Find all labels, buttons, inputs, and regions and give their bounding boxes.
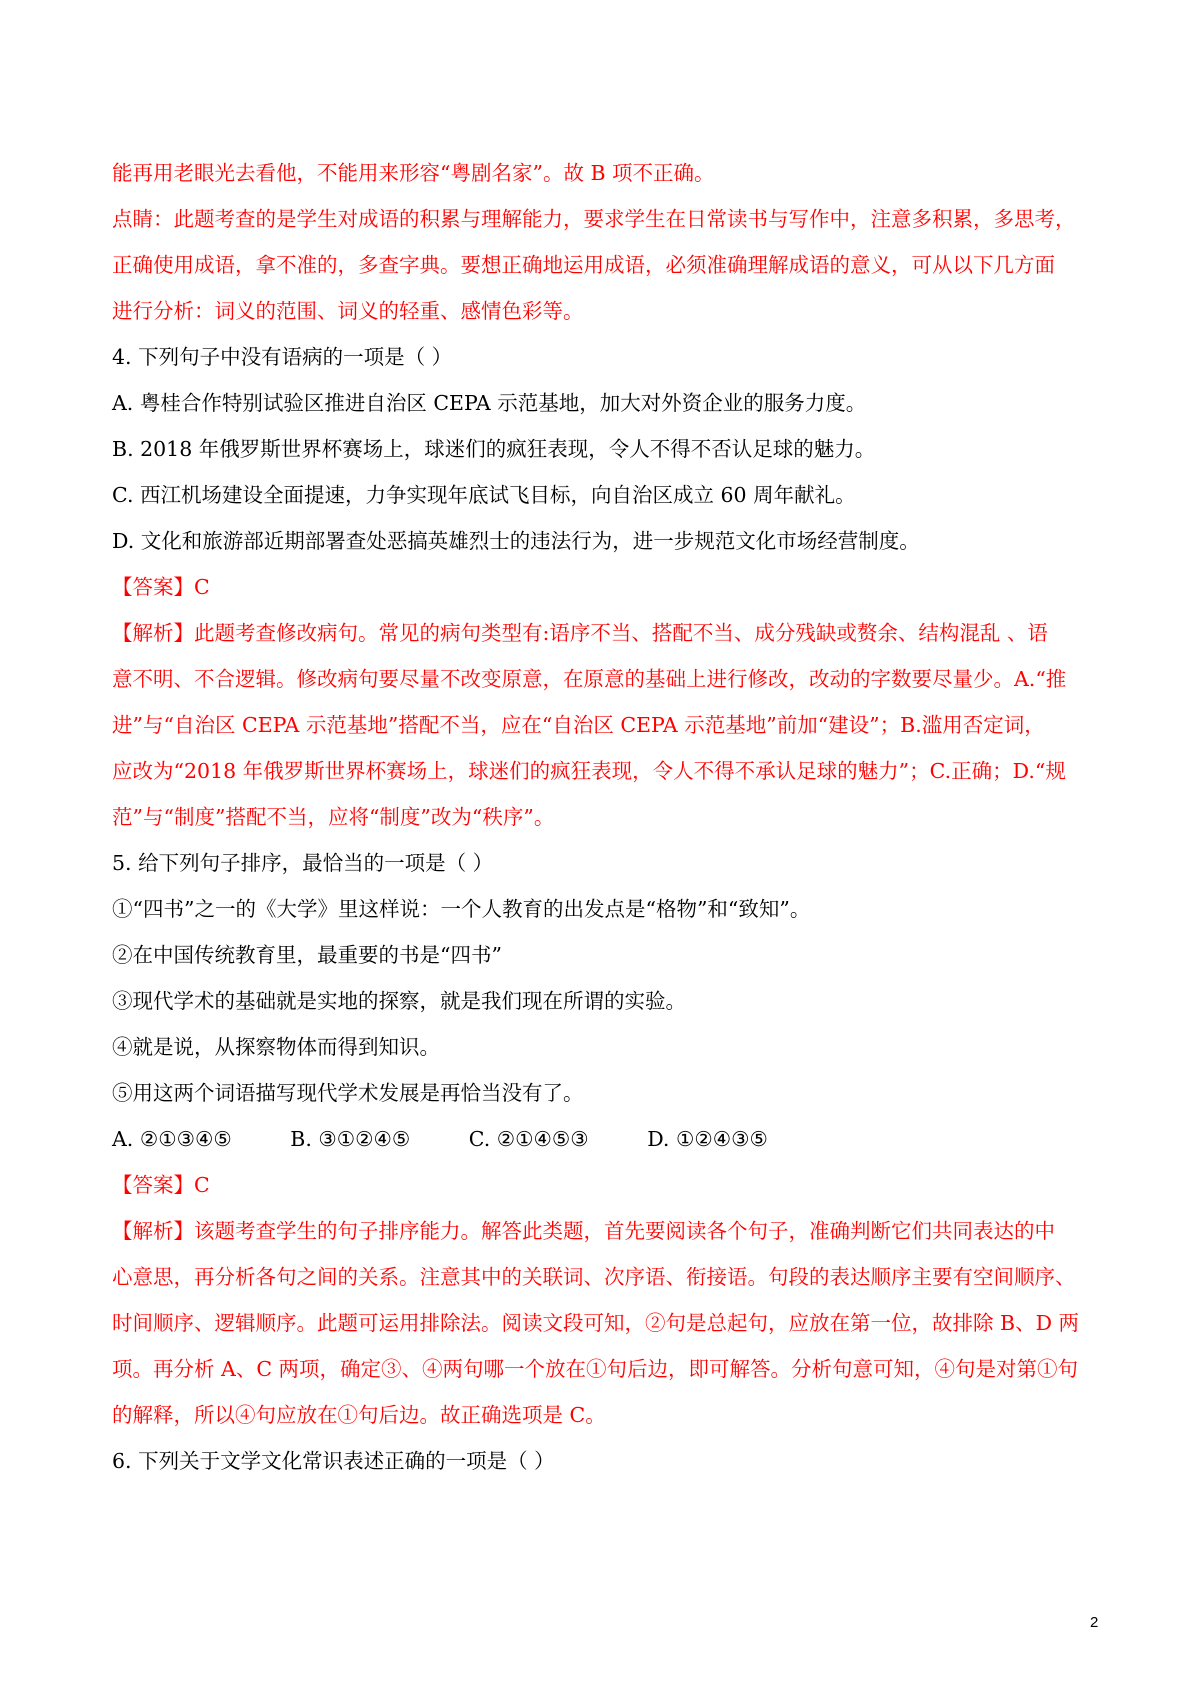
question-4-option-d: D. 文化和旅游部近期部署查处恶搞英雄烈士的违法行为，进一步规范文化市场经营制度。 xyxy=(112,529,920,553)
dianjing-line: 点睛：此题考查的是学生对成语的积累与理解能力，要求学生在日常读书与写作中，注意多积累，多思考， xyxy=(112,207,1076,231)
dianjing-line: 正确使用成语，拿不准的，多查字典。要想正确地运用成语，必须准确理解成语的意义，可从以下几方面 xyxy=(112,253,1055,277)
page-number: 2 xyxy=(1090,1614,1099,1631)
question-5-option-b: B. ③①②④⑤ xyxy=(290,1127,411,1151)
question-4-analysis: 范”与“制度”搭配不当，应将“制度”改为“秩序”。 xyxy=(112,805,555,829)
question-5-sentence-1: ①“四书”之一的《大学》里这样说：一个人教育的出发点是“格物”和“致知”。 xyxy=(112,897,811,921)
explanation-line: 能再用老眼光去看他，不能用来形容“粤剧名家”。故 B 项不正确。 xyxy=(112,161,715,185)
question-5-option-a: A. ②①③④⑤ xyxy=(112,1127,232,1151)
question-5-analysis: 时间顺序、逻辑顺序。此题可运用排除法。阅读文段可知，②句是总起句，应放在第一位，故排除 B、D 两 xyxy=(112,1311,1080,1335)
question-4-stem: 4. 下列句子中没有语病的一项是（ ） xyxy=(112,345,453,369)
question-5-option-c: C. ②①④⑤③ xyxy=(468,1127,589,1151)
question-4-analysis: 应改为“2018 年俄罗斯世界杯赛场上，球迷们的疯狂表现，令人不得不承认足球的魅力”；C.正确；D.“规 xyxy=(112,759,1066,783)
question-5-sentence-3: ③现代学术的基础就是实地的探察，就是我们现在所谓的实验。 xyxy=(112,989,686,1013)
question-4-option-b: B. 2018 年俄罗斯世界杯赛场上，球迷们的疯狂表现，令人不得不否认足球的魅力。 xyxy=(112,437,876,461)
question-5-analysis: 心意思，再分析各句之间的关系。注意其中的关联词、次序语、衔接语。句段的表达顺序主要有空间顺序、 xyxy=(112,1265,1076,1289)
question-5-answer: 【答案】C xyxy=(112,1173,210,1197)
question-4-analysis: 意不明、不合逻辑。修改病句要尽量不改变原意，在原意的基础上进行修改，改动的字数要尽量少。A.“推 xyxy=(112,667,1067,691)
question-4-analysis: 进”与“自治区 CEPA 示范基地”搭配不当，应在“自治区 CEPA 示范基地”前加“建设”；B.滥用否定词， xyxy=(112,713,1045,737)
question-4-option-c: C. 西江机场建设全面提速，力争实现年底试飞目标，向自治区成立 60 周年献礼。 xyxy=(112,483,856,507)
question-6-stem: 6. 下列关于文学文化常识表述正确的一项是（ ） xyxy=(112,1449,555,1473)
question-5-analysis: 【解析】该题考查学生的句子排序能力。解答此类题，首先要阅读各个句子，准确判断它们共同表达的中 xyxy=(112,1219,1055,1243)
question-5-sentence-2: ②在中国传统教育里，最重要的书是“四书” xyxy=(112,943,502,967)
page-content xyxy=(112,150,1102,1484)
question-5-options xyxy=(112,1116,1102,1162)
question-5-analysis: 的解释，所以④句应放在①句后边。故正确选项是 C。 xyxy=(112,1403,606,1427)
question-4-analysis: 【解析】此题考查修改病句。常见的病句类型有:语序不当、搭配不当、成分残缺或赘余、结构混乱 、语 xyxy=(112,621,1048,645)
question-5-option-d: D. ①②④③⑤ xyxy=(647,1127,768,1151)
question-4-answer: 【答案】C xyxy=(112,575,210,599)
question-5-analysis: 项。再分析 A、C 两项，确定③、④两句哪一个放在①句后边，即可解答。分析句意可知，④句是对第①句 xyxy=(112,1357,1079,1381)
dianjing-line: 进行分析：词义的范围、词义的轻重、感情色彩等。 xyxy=(112,299,584,323)
question-5-sentence-4: ④就是说，从探察物体而得到知识。 xyxy=(112,1035,440,1059)
question-5-stem: 5. 给下列句子排序，最恰当的一项是（ ） xyxy=(112,851,494,875)
question-4-option-a: A. 粤桂合作特别试验区推进自治区 CEPA 示范基地，加大对外资企业的服务力度。 xyxy=(112,391,867,415)
question-5-sentence-5: ⑤用这两个词语描写现代学术发展是再恰当没有了。 xyxy=(112,1081,584,1105)
